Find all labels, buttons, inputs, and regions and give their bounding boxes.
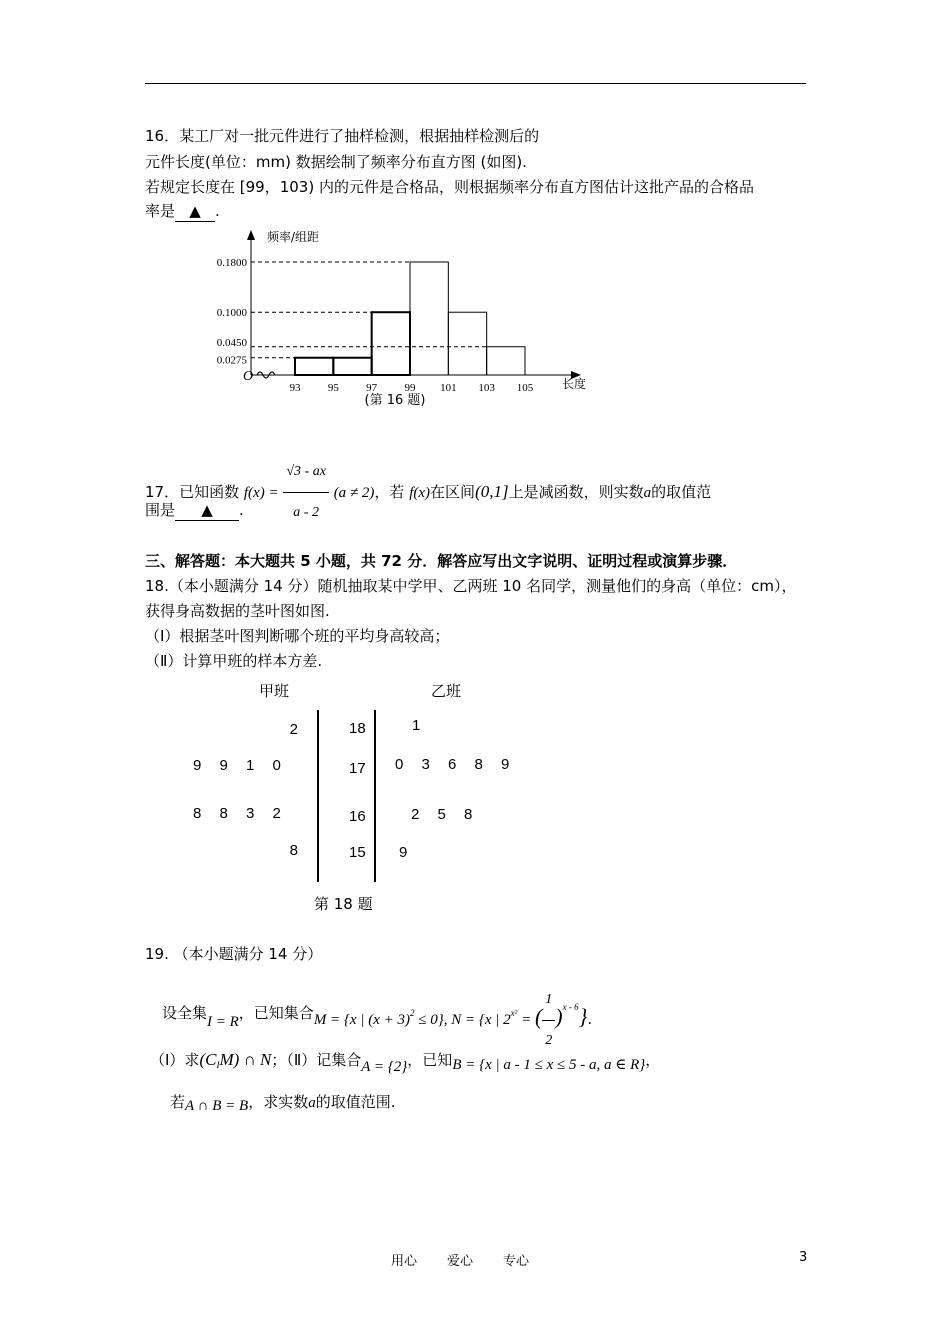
y-axis-label: 频率/组距: [267, 230, 320, 244]
x-tick-label: 105: [516, 382, 534, 394]
q19-l2-b: ；（Ⅱ）记集合: [271, 1051, 362, 1069]
x-tick-label: 93: [289, 382, 301, 394]
leaf-left-15: 8: [289, 842, 305, 859]
chart-caption: (第 16 题): [364, 393, 426, 408]
q19-M-sup: 2: [409, 1007, 415, 1018]
q17-fx2: f(x): [409, 485, 431, 501]
stem-18: 18: [349, 720, 366, 737]
q17-fraction: [283, 452, 329, 533]
y-axis-arrow: [247, 230, 255, 240]
q19-l2-c: ，已知: [407, 1051, 453, 1069]
histogram-bar: [333, 358, 371, 375]
histogram-bar: [487, 347, 525, 375]
q19-l2-a: （Ⅰ）求: [150, 1051, 200, 1069]
histogram-bar: [448, 312, 486, 375]
header-rule: [145, 83, 806, 84]
x-tick-label: 95: [327, 382, 339, 394]
q19-l2-expr: [199, 1050, 271, 1069]
q19-l1-a: 设全集: [162, 1003, 208, 1022]
q19-CIM-C: (C: [199, 1050, 217, 1069]
q16-line4-suffix: .: [215, 202, 220, 220]
q17-fx: f(x) =: [243, 485, 279, 501]
x-tick-label: 97: [366, 382, 378, 394]
q17-numerator: √3 - ax: [283, 452, 329, 493]
q19-set-B: B = {x | a - 1 ≤ x ≤ 5 - a, a ∈ R}: [452, 1057, 646, 1073]
q17-line2-prefix: 围是: [145, 501, 176, 519]
q19-set-M: [313, 992, 588, 1048]
leaf-left-17: 9 9 1 0: [193, 757, 288, 774]
q16-line1: 16．某工厂对一批元件进行了抽样检测，根据抽样检测后的: [145, 127, 540, 145]
q19-M-expr: M = {x | (x + 3): [313, 1011, 410, 1028]
q16-line4-prefix: 率是: [145, 202, 176, 220]
q19-half-den: 2: [545, 1033, 553, 1048]
y-tick-label: 0.1800: [216, 257, 247, 269]
q18-line4: （Ⅱ）计算甲班的样本方差.: [145, 652, 323, 670]
leaf-right-16: 2 5 8: [411, 806, 480, 823]
q19-l2-d: ，: [645, 1051, 661, 1069]
q19-l3-b: ，求实数: [248, 1093, 309, 1111]
y-tick-label: 0.1000: [216, 307, 247, 320]
q19-line2: [150, 1046, 660, 1081]
stem-17: 17: [349, 760, 366, 777]
answer-blank: ▲: [175, 201, 215, 222]
leaf-right-17: 0 3 6 8 9: [395, 756, 517, 773]
q19-CIM-rest: M) ∩ N: [219, 1050, 272, 1069]
q19-l1-b: ，已知集合: [238, 1003, 314, 1022]
q19-l3-a: 若: [170, 1093, 186, 1111]
q19-N-sup: x²: [510, 1007, 518, 1018]
paren-close: ): [555, 1003, 563, 1029]
q19-l1-dot: .: [587, 1009, 593, 1028]
x-tick-label: 103: [478, 382, 495, 394]
q19-CIM-sub: I: [216, 1060, 220, 1070]
q19-title: 19. （本小题满分 14 分）: [145, 945, 323, 963]
q19-N-eq: =: [517, 1011, 535, 1028]
q18-line3: （Ⅰ）根据茎叶图判断哪个班的平均身高较高；: [145, 627, 450, 645]
section-3-heading: 三、解答题：本大题共 5 小题，共 72 分．解答应写出文字说明、证明过程或演算步骤．: [145, 552, 738, 570]
q17-condition: (a ≠ 2): [333, 485, 375, 501]
footer-text-1: 用心: [391, 1254, 418, 1269]
q19-set-A: A = {2}: [361, 1059, 408, 1075]
q17-interval: (0,1]: [475, 482, 509, 501]
y-tick-label: 0.0450: [216, 336, 247, 349]
q19-line3: [170, 1090, 395, 1118]
histogram-bar: [295, 358, 333, 375]
q16-line4: [145, 201, 220, 222]
x-tick-label: 99: [404, 382, 416, 394]
stem-divider-left: [317, 710, 319, 882]
histogram-bar: [372, 312, 410, 375]
q16-line2: 元件长度(单位：mm) 数据绘制了频率分布直方图 (如图).: [145, 153, 527, 171]
q17-mid4: 的取值范: [651, 483, 712, 501]
stem-divider-right: [374, 710, 376, 882]
x-tick-label: 101: [440, 382, 457, 394]
stem-16: 16: [349, 808, 366, 825]
x-axis-label: 长度: [562, 377, 587, 391]
q19-M-end: ≤ 0}, N = {x | 2: [414, 1011, 511, 1028]
leaf-right-18: 1: [412, 717, 428, 734]
q16-line3: 若规定长度在 [99，103) 内的元件是合格品，则根据频率分布直方图估计这批产品的合格品: [145, 178, 754, 196]
stem-15: 15: [349, 844, 366, 861]
q17-mid3: 上是减函数，则实数: [508, 483, 644, 501]
q18-line2: 获得身高数据的茎叶图如图.: [145, 602, 330, 620]
q19-N-end: }: [578, 1003, 588, 1029]
answer-blank: ▲: [175, 500, 239, 521]
histogram-bar: [410, 262, 448, 375]
stem-left-header: 甲班: [259, 682, 290, 700]
stem-right-header: 乙班: [431, 682, 462, 700]
q19-l3-c: 的取值范围.: [315, 1093, 396, 1111]
q17-var: a: [643, 485, 652, 501]
leaf-right-15: 9: [399, 844, 415, 861]
footer-text-3: 专心: [503, 1254, 530, 1269]
page-number: 3: [799, 1250, 808, 1265]
q19-l3-var: a: [308, 1095, 316, 1111]
q17-line2: [145, 500, 244, 521]
q18-caption: 第 18 题: [314, 895, 373, 913]
leaf-left-16: 8 8 3 2: [193, 805, 288, 822]
q19-l1-I: I = R: [207, 1013, 239, 1030]
origin-label: O: [243, 369, 254, 384]
frequency-histogram: [195, 222, 595, 417]
q17-mid1: ，若: [374, 483, 405, 501]
paren-open: (: [534, 1003, 543, 1029]
q19-half-num: 1: [542, 980, 555, 1021]
q19-l3-expr: A ∩ B = B: [185, 1098, 249, 1114]
q17-denominator: a - 2: [293, 505, 319, 520]
q17-line2-suffix: .: [239, 501, 244, 519]
q19-N-sup2: x - 6: [562, 1001, 579, 1012]
leaf-left-18: 2: [289, 721, 305, 738]
q17-mid2: 在区间: [430, 483, 476, 501]
q18-line1: 18.（本小题满分 14 分）随机抽取某中学甲、乙两班 10 名同学，测量他们的身高（单位：cm），: [145, 577, 797, 595]
footer-text-2: 爱心: [447, 1254, 474, 1269]
q17-prefix: 17．已知函数: [145, 483, 240, 501]
y-tick-label: 0.0275: [216, 354, 247, 367]
